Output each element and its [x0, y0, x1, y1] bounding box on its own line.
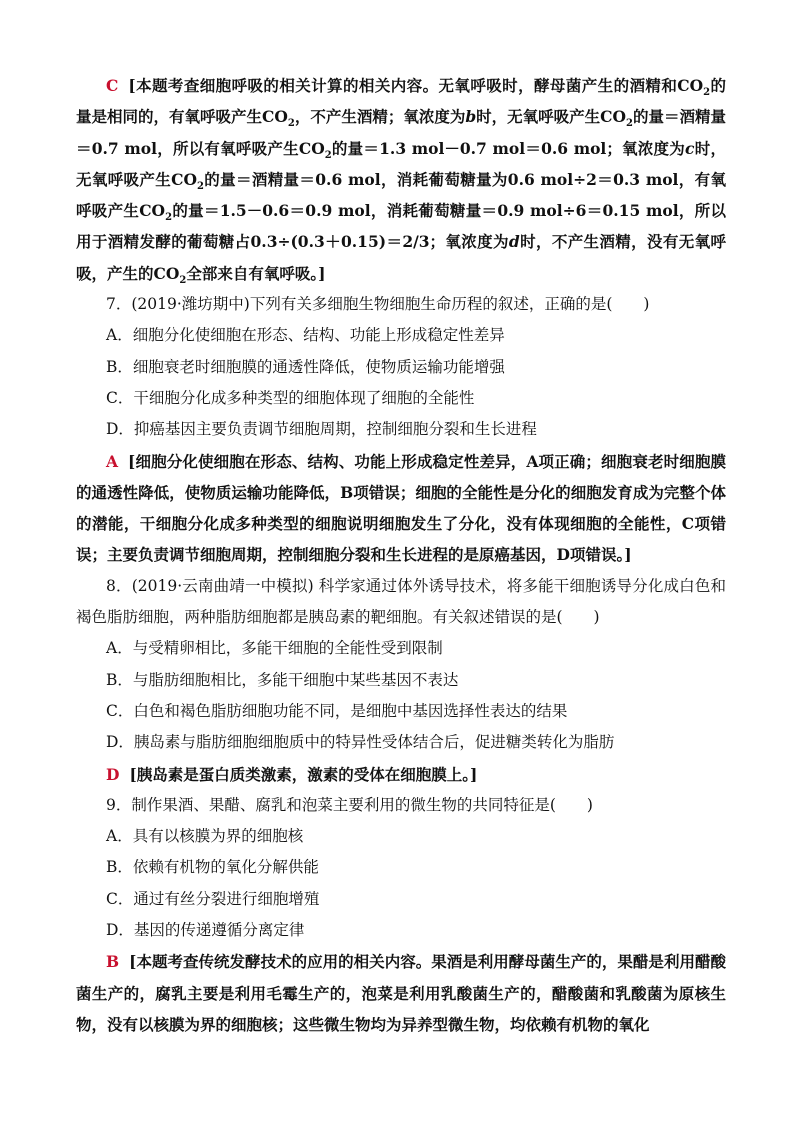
q8-answer-explanation [76, 759, 726, 790]
text-run: 时，不产生酒精，没有无氧呼吸，产生的CO [76, 232, 726, 283]
q9-option-c: C．通过有丝分裂进行细胞增殖 [106, 889, 320, 908]
q8-option-c: C．白色和褐色脂肪细胞功能不同，是细胞中基因选择性表达的结果 [106, 701, 568, 720]
variable-c: c [685, 138, 695, 158]
q8-stem: 8．(2019·云南曲靖一中模拟) 科学家通过体外诱导技术，将多能干细胞诱导分化成白色和褐色脂肪细胞，两种脂肪细胞都是胰岛素的靶细胞。有关叙述错误的是( ) [76, 576, 726, 627]
text-run: 全部来自有氧呼吸。] [186, 263, 326, 283]
text-run: 的量＝酒精量＝0.6 mol，消耗葡萄糖量为0.6 mol÷2＝0.3 mol，有氧呼吸产生CO [76, 169, 727, 221]
q7-option-d: D．抑癌基因主要负责调节细胞周期，控制细胞分裂和生长进程 [106, 420, 537, 439]
subscript: 2 [165, 212, 173, 224]
q9-answer-letter: B [106, 952, 120, 972]
subscript: 2 [324, 149, 332, 161]
q9-option-a: A．具有以核膜为界的细胞核 [106, 827, 304, 846]
q9-answer-explanation [76, 946, 726, 1040]
variable-b: b [465, 107, 477, 127]
q8-option-b: B．与脂肪细胞相比，多能干细胞中某些基因不表达 [106, 670, 459, 689]
q8-option-a: A．与受精卵相比，多能干细胞的全能性受到限制 [106, 639, 443, 658]
text-run: [本题考查细胞呼吸的相关计算的相关内容。无氧呼吸时，酵母菌产生的酒精和CO [128, 76, 704, 95]
text-run: 的量＝1.5－0.6＝0.9 mol，消耗葡萄糖量＝0.9 mol÷6＝0.15 mol，所以用于酒精发酵的葡萄糖占0.3÷(0.3＋0.15)＝2/3；氧浓度为 [76, 201, 726, 252]
q8-explanation-text: [胰岛素是蛋白质类激素，激素的受体在细胞膜上。] [129, 764, 478, 784]
q9-stem: 9．制作果酒、果醋、腐乳和泡菜主要利用的微生物的共同特征是( ) [106, 795, 593, 814]
subscript: 2 [196, 180, 204, 192]
text-run: 时，无氧呼吸产生CO [476, 107, 627, 127]
subscript: 2 [287, 118, 295, 130]
q6-answer-letter: C [106, 76, 119, 95]
q9-explanation-text: [本题考查传统发酵技术的应用的相关内容。果酒是利用酵母菌生产的，果醋是利用醋酸菌生产的，腐乳主要是利用毛霉生产的，泡菜是利用乳酸菌生产的，醋酸菌和乳酸菌为原核生物，没有以核膜为界的细胞核；这些微生物均为异养型微生物，均依赖有机物的氧化 [76, 952, 726, 1034]
q7-explanation-text: [细胞分化使细胞在形态、结构、功能上形成稳定性差异，A项正确；细胞衰老时细胞膜的通透性降低，使物质运输功能降低，B项错误；细胞的全能性是分化的细胞发育成为完整个体的潜能，干细胞分化成多种类型的细胞说明细胞发生了分化，没有体现细胞的全能性，C项错误；主要负责调节细胞周期，控制细胞分裂和生长进程的是原癌基因，D项错误。] [76, 451, 726, 565]
q7-answer-letter: A [106, 451, 119, 471]
subscript: 2 [703, 87, 711, 99]
text-run: ，不产生酒精；氧浓度为 [294, 107, 466, 127]
q7-option-b: B．细胞衰老时细胞膜的通透性降低，使物质运输功能增强 [106, 357, 505, 376]
q7-stem: 7．(2019·潍坊期中)下列有关多细胞生物细胞生命历程的叙述，正确的是( ) [106, 295, 650, 314]
q8-option-d: D．胰岛素与脂肪细胞细胞质中的特异性受体结合后，促进糖类转化为脂肪 [106, 733, 615, 752]
q8-answer-letter: D [106, 764, 120, 784]
document-page [76, 70, 726, 1040]
q9-option-b: B．依赖有机物的氧化分解供能 [106, 858, 319, 877]
text-run: 的量是相同的，有氧呼吸产生CO [76, 76, 726, 127]
subscript: 2 [179, 274, 187, 286]
q7-option-c: C．干细胞分化成多种类型的细胞体现了细胞的全能性 [106, 388, 475, 407]
text-run: 的量＝酒精量＝0.7 mol，所以有氧呼吸产生CO [76, 107, 726, 158]
q6-answer-explanation [76, 70, 726, 289]
q7-option-a: A．细胞分化使细胞在形态、结构、功能上形成稳定性差异 [106, 326, 505, 345]
variable-d: d [508, 232, 520, 252]
text-run: 时，无氧呼吸产生CO [76, 138, 726, 189]
q9-option-d: D．基因的传递遵循分离定律 [106, 921, 305, 940]
text-run: 的量＝1.3 mol－0.7 mol＝0.6 mol；氧浓度为 [331, 138, 686, 158]
q7-answer-explanation [76, 446, 726, 571]
subscript: 2 [626, 118, 633, 130]
